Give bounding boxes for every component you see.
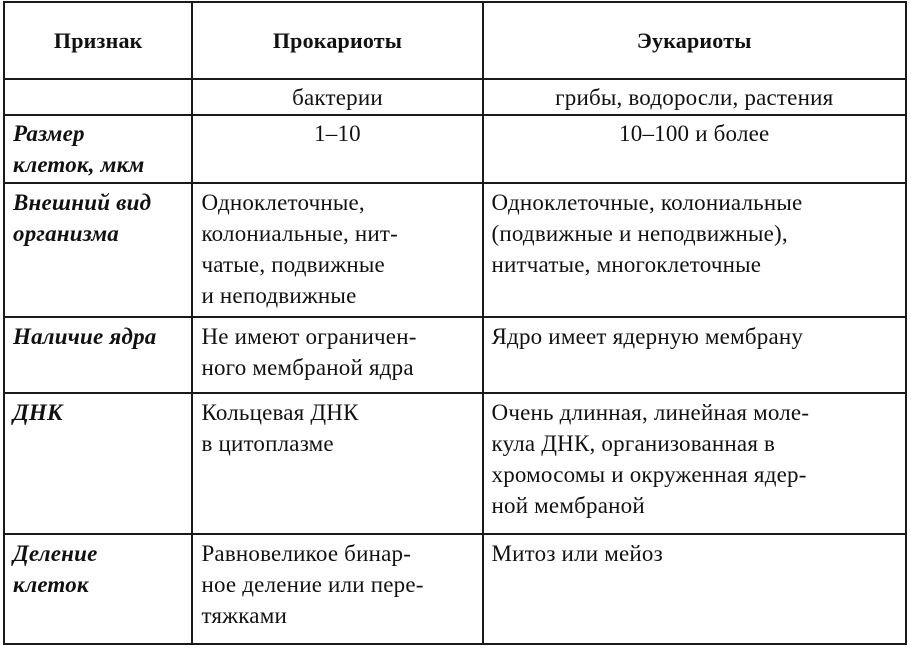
row-feature-label: Деление клеток bbox=[4, 534, 192, 644]
row-eukaryotes-cell: 10–100 и более bbox=[483, 115, 906, 183]
row-eukaryotes-cell: Одноклеточные, колониальные (подвижные и неподвижные), нитчатые, многоклеточные bbox=[483, 183, 906, 317]
table-row-appearance bbox=[4, 183, 906, 317]
row-eukaryotes-cell: Ядро имеет ядерную мембрану bbox=[483, 317, 906, 393]
row-prokaryotes-cell: Кольцевая ДНК в цитоплазме bbox=[192, 393, 482, 534]
row-prokaryotes-cell: Одноклеточные, колониальные, нит- чатые, подвижные и неподвижные bbox=[192, 183, 482, 317]
table-header-row bbox=[4, 2, 906, 79]
row-prokaryotes-cell: 1–10 bbox=[192, 115, 482, 183]
table-row-organisms bbox=[4, 79, 906, 115]
table-row-cell-division bbox=[4, 534, 906, 644]
row-feature-label bbox=[4, 79, 192, 115]
row-feature-label: Размер клеток, мкм bbox=[4, 115, 192, 183]
table-row-cell-size bbox=[4, 115, 906, 183]
comparison-table bbox=[3, 1, 907, 645]
row-eukaryotes-cell: Митоз или мейоз bbox=[483, 534, 906, 644]
row-eukaryotes-cell: грибы, водоросли, растения bbox=[483, 79, 906, 115]
header-prokaryotes: Прокариоты bbox=[192, 2, 482, 79]
row-feature-label: ДНК bbox=[4, 393, 192, 534]
row-prokaryotes-cell: Не имеют ограничен- ного мембраной ядра bbox=[192, 317, 482, 393]
row-prokaryotes-cell: Равновеликое бинар- ное деление или пере- тяжками bbox=[192, 534, 482, 644]
row-prokaryotes-cell: бактерии bbox=[192, 79, 482, 115]
row-feature-label: Наличие ядра bbox=[4, 317, 192, 393]
row-feature-label: Внешний вид организма bbox=[4, 183, 192, 317]
row-eukaryotes-cell: Очень длинная, линейная моле- кула ДНК, организованная в хромосомы и окруженная ядер- ной мембраной bbox=[483, 393, 906, 534]
header-eukaryotes: Эукариоты bbox=[483, 2, 906, 79]
header-feature: Признак bbox=[4, 2, 192, 79]
table-row-nucleus bbox=[4, 317, 906, 393]
table-row-dna bbox=[4, 393, 906, 534]
